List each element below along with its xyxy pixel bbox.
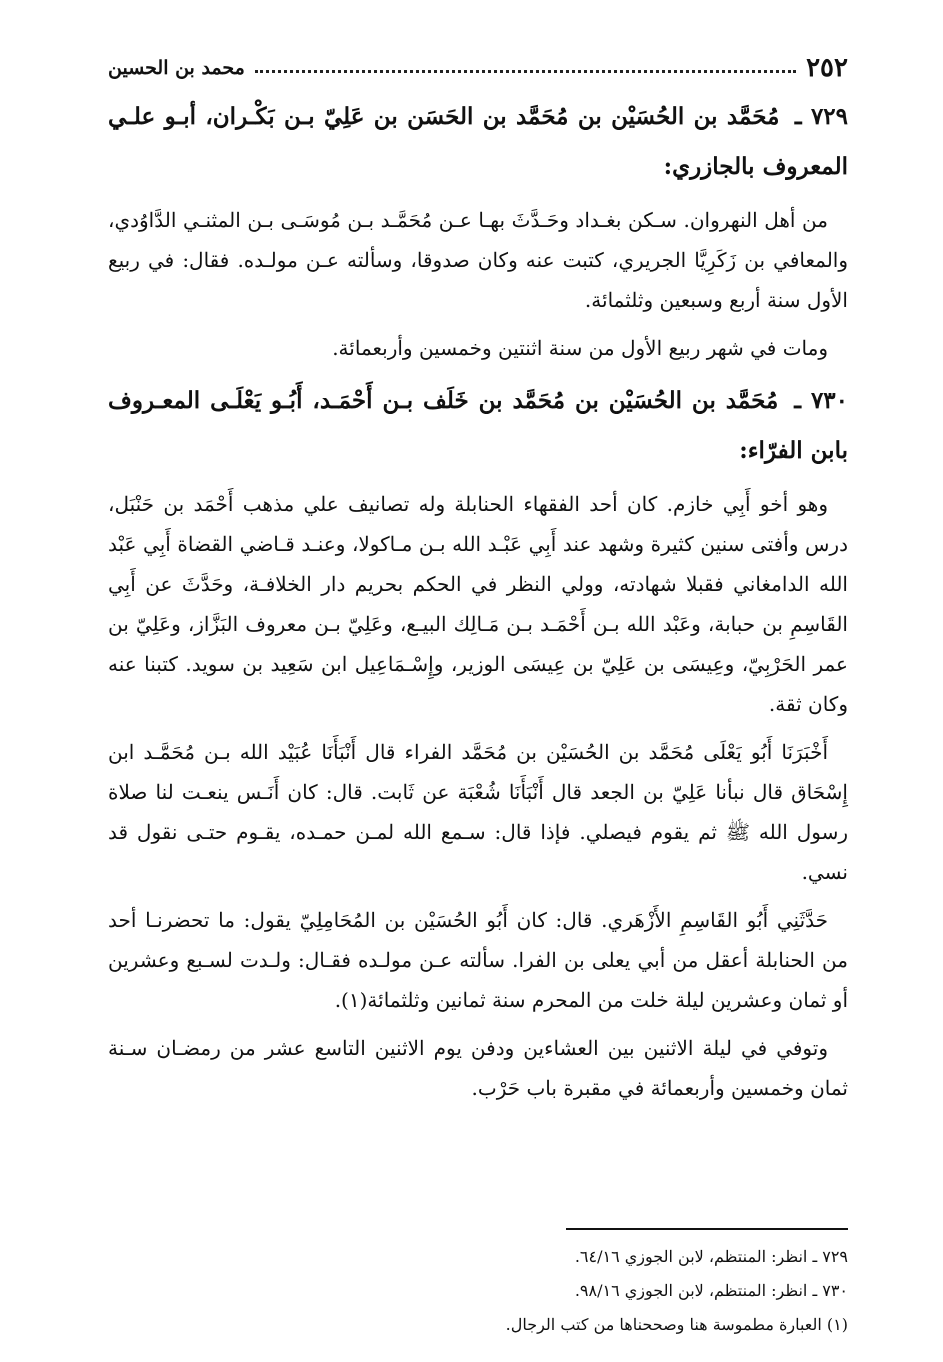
- footnotes: [300, 1240, 848, 1342]
- footnote: ٧٣٠ ـ انظر: المنتظم، لابن الجوزي ٩٨/١٦.: [574, 1281, 848, 1300]
- biography-entry-730: [108, 376, 848, 1108]
- page-number: ٢٥٢: [806, 53, 848, 83]
- footnote: (١) العبارة مطموسة هنا وصححناها من كتب الرجال.: [505, 1315, 848, 1334]
- paragraph: من أهل النهروان. سـكن بغـداد وحَـدَّثَ بهـا عـن مُحَمَّـد بـن مُوسَـى بـن المثنـي الدَّاوُدي، والمعافي بن زَكَرِيَّا الجريري، كتبت عنه وكان صدوقا، وسألته عـن مولـده. فقال: في ربيع الأول سنة أربع وسبعين وثلثمائة.: [108, 208, 848, 312]
- paragraph: ومات في شهر ربيع الأول من سنة اثنتين وخمسين وأربعمائة.: [332, 336, 828, 360]
- page-header: [108, 48, 848, 88]
- entry-number: ٧٢٩ ـ: [794, 103, 848, 130]
- header-dotted-leader: [255, 56, 796, 73]
- entry-heading: مُحَمَّد بن الحُسَيْن بن مُحَمَّد بن خَلَف بـن أَحْمَـد، أَبُـو يَعْلَـى المعـروف بابن الفرّاء:: [108, 387, 848, 464]
- paragraph: وهو أخو أَبِي خازم. كان أحد الفقهاء الحنابلة وله تصانيف علي مذهب أَحْمَد بن حَنْبَل، درس وأفتى سنين كثيرة وشهد عند أَبِي عَبْـد الله بـن مـاكولا، وعنـد قـاضي القضاة أَبِي عَبْد الله الدامغاني فقبلا شهادته، وولي النظر في الحكم بحريم دار الخلافـة، وحَدَّثَ عن أَبِي القَاسِمِ بن حبابة، وعَبْد الله بـن أَحْمَـد بـن مَـالِك البيـع، وعَلِيّ بـن معروف البَزَّاز، وعَلِيّ بن عمر الحَرْبِيّ، وعِيسَى بن عَلِيّ بن عِيسَى الوزير، وإِسْـمَاعِيل ابن سَعِيد بن سويد. كتبنا عنه وكان ثقة.: [108, 492, 848, 716]
- footnote: ٧٢٩ ـ انظر: المنتظم، لابن الجوزي ٦٤/١٦.: [574, 1247, 848, 1266]
- entry-number: ٧٣٠ ـ: [794, 387, 849, 414]
- page-body: [108, 92, 848, 1116]
- running-title: محمد بن الحسين: [108, 57, 245, 79]
- entry-heading: مُحَمَّد بن الحُسَيْن بن مُحَمَّد بن الحَسَن بن عَلِيّ بـن بَكْـران، أبـو علـي المعروف بالجازري:: [108, 103, 848, 180]
- biography-entry-729: [108, 92, 848, 368]
- entry-title: [108, 92, 848, 192]
- paragraph: وتوفي في ليلة الاثنين بين العشاءين ودفن يوم الاثنين التاسع عشر من رمضـان سـنة ثمان وخمسين وأربعمائة في مقبرة باب حَرْب.: [108, 1036, 848, 1100]
- paragraph: أَخْبَرَنَا أَبُو يَعْلَى مُحَمَّد بن الحُسَيْن بن مُحَمَّد الفراء قال أَنْبَأَنَا عُبَيْد الله بـن مُحَمَّـد ابن إِسْحَاق قال نبأنا عَلِيّ بن الجعد قال أَنْبَأَنَا شُعْبَة عن ثَابت. قال: كان أَنَـس ينعـت لنا صلاة رسول الله ﷺ ثم يقوم فيصلي. فإذا قال: سـمع الله لمـن حمـده، يقـوم حتـى نقول قد نسي.: [108, 740, 848, 884]
- entry-title: [108, 376, 848, 476]
- footnote-separator: [566, 1228, 848, 1230]
- paragraph: حَدَّثَنِي أَبُو القَاسِمِ الأَزْهَري. قال: كان أَبُو الحُسَيْن بن المُحَامِلِيّ يقول: ما تحضرنـا أحد من الحنابلة أعقل من أبي يعلى بن الفرا. سألته عـن مولـده فقـال: ولـدت لسـبع وعشرين أو ثمان وعشرين ليلة خلت من المحرم سنة ثمانين وثلثمائة(١).: [108, 908, 848, 1012]
